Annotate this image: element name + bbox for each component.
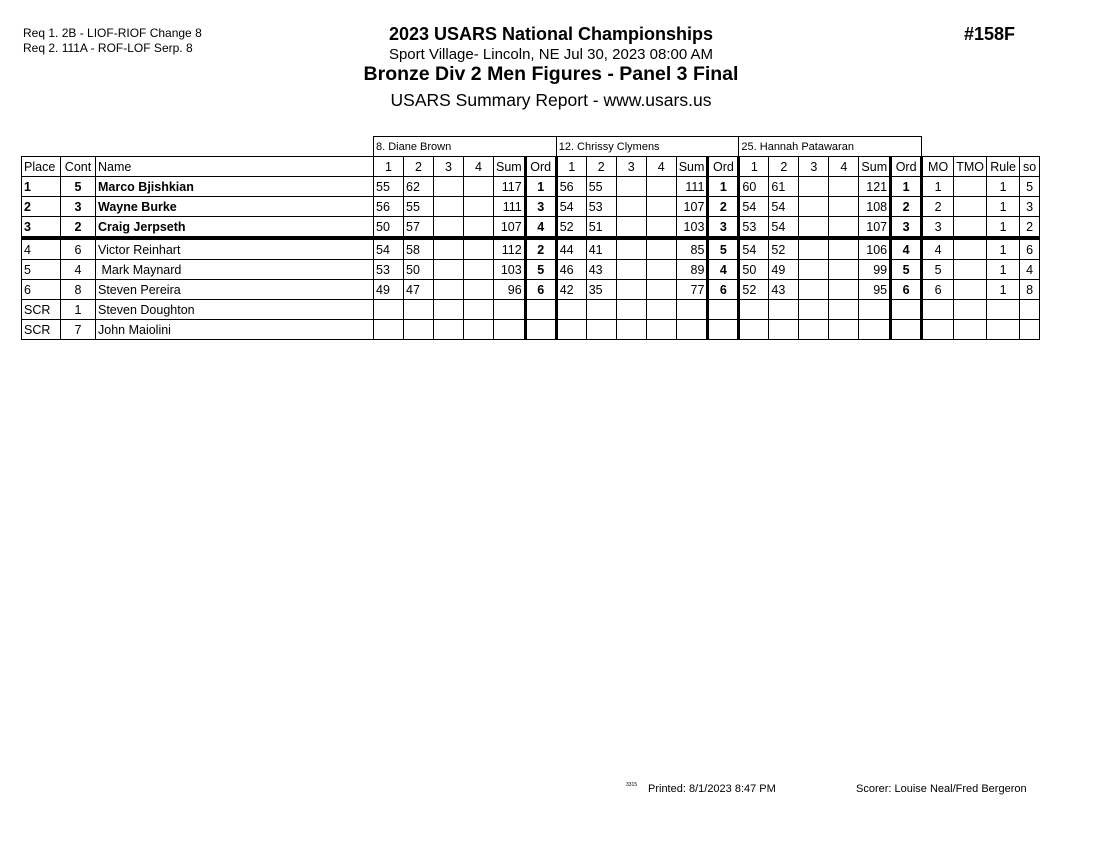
score-header: 2 xyxy=(586,157,616,177)
score-cell xyxy=(799,280,829,300)
place-cell: 3 xyxy=(22,217,61,239)
skater-name: Mark Maynard xyxy=(96,260,374,280)
ord-cell xyxy=(708,300,739,320)
score-cell xyxy=(464,197,494,217)
score-cell: 43 xyxy=(769,280,799,300)
score-cell xyxy=(799,320,829,340)
ord-header: Ord xyxy=(891,157,922,177)
skater-name: Steven Pereira xyxy=(96,280,374,300)
score-cell: 57 xyxy=(404,217,434,239)
score-cell xyxy=(829,197,859,217)
table-row xyxy=(22,197,1040,217)
score-cell: 54 xyxy=(739,197,769,217)
tmo-cell xyxy=(954,238,987,260)
so-cell: 2 xyxy=(1020,217,1040,239)
score-cell: 58 xyxy=(404,238,434,260)
results-table xyxy=(21,136,1040,340)
score-cell xyxy=(434,177,464,197)
score-cell xyxy=(616,217,646,239)
place-cell: 6 xyxy=(22,280,61,300)
ord-cell xyxy=(525,300,556,320)
event-number: #158F xyxy=(964,24,1016,44)
score-cell xyxy=(434,260,464,280)
score-cell xyxy=(829,217,859,239)
score-cell: 51 xyxy=(586,217,616,239)
judge-header-row xyxy=(22,137,1040,157)
sum-cell xyxy=(676,300,708,320)
place-cell: SCR xyxy=(22,300,61,320)
score-header: 3 xyxy=(434,157,464,177)
table-row xyxy=(22,260,1040,280)
ord-cell: 2 xyxy=(891,197,922,217)
segment-title: Bronze Div 2 Men Figures - Panel 3 Final xyxy=(363,63,739,85)
ord-cell: 4 xyxy=(525,217,556,239)
score-cell xyxy=(799,177,829,197)
sum-cell: 85 xyxy=(676,238,708,260)
score-cell xyxy=(646,177,676,197)
score-cell xyxy=(464,238,494,260)
rule-cell: 1 xyxy=(987,260,1020,280)
score-cell xyxy=(616,260,646,280)
score-cell: 53 xyxy=(586,197,616,217)
score-cell xyxy=(769,320,799,340)
so-header: so xyxy=(1020,157,1040,177)
sum-cell: 95 xyxy=(859,280,891,300)
judge-2-name: 12. Chrissy Clymens xyxy=(556,137,739,157)
rule-cell: 1 xyxy=(987,280,1020,300)
place-cell: 5 xyxy=(22,260,61,280)
score-cell xyxy=(586,320,616,340)
so-cell: 4 xyxy=(1020,260,1040,280)
score-cell: 54 xyxy=(769,217,799,239)
cont-cell: 1 xyxy=(61,300,96,320)
score-cell xyxy=(374,300,404,320)
score-cell: 49 xyxy=(769,260,799,280)
score-cell: 55 xyxy=(586,177,616,197)
ord-header: Ord xyxy=(525,157,556,177)
place-cell: 1 xyxy=(22,177,61,197)
score-cell xyxy=(646,238,676,260)
sum-cell xyxy=(676,320,708,340)
score-cell xyxy=(434,238,464,260)
mo-cell xyxy=(922,320,954,340)
cont-cell: 4 xyxy=(61,260,96,280)
ord-cell xyxy=(525,320,556,340)
ord-cell: 6 xyxy=(891,280,922,300)
mo-cell: 2 xyxy=(922,197,954,217)
ord-cell: 6 xyxy=(525,280,556,300)
score-cell xyxy=(616,177,646,197)
sum-cell: 106 xyxy=(859,238,891,260)
rule-cell xyxy=(987,320,1020,340)
score-cell: 56 xyxy=(556,177,586,197)
skater-name: John Maiolini xyxy=(96,320,374,340)
tmo-header: TMO xyxy=(954,157,987,177)
score-cell xyxy=(616,280,646,300)
so-cell: 8 xyxy=(1020,280,1040,300)
score-cell: 60 xyxy=(739,177,769,197)
so-cell xyxy=(1020,320,1040,340)
score-cell: 56 xyxy=(374,197,404,217)
score-cell: 44 xyxy=(556,238,586,260)
skater-name: Marco Bjishkian xyxy=(96,177,374,197)
score-cell xyxy=(434,280,464,300)
so-cell xyxy=(1020,300,1040,320)
score-cell: 47 xyxy=(404,280,434,300)
score-cell xyxy=(434,217,464,239)
score-cell: 49 xyxy=(374,280,404,300)
mo-cell xyxy=(922,300,954,320)
ord-cell: 3 xyxy=(891,217,922,239)
place-cell: 2 xyxy=(22,197,61,217)
score-cell: 50 xyxy=(739,260,769,280)
table-row xyxy=(22,177,1040,197)
score-header: 4 xyxy=(829,157,859,177)
table-row xyxy=(22,280,1040,300)
sum-cell: 121 xyxy=(859,177,891,197)
ord-cell xyxy=(891,300,922,320)
score-cell xyxy=(799,238,829,260)
ord-cell: 5 xyxy=(891,260,922,280)
score-cell: 53 xyxy=(739,217,769,239)
score-cell xyxy=(464,260,494,280)
score-cell xyxy=(434,320,464,340)
printed-timestamp: Printed: 8/1/2023 8:47 PM xyxy=(648,783,776,795)
score-cell xyxy=(616,197,646,217)
score-cell xyxy=(829,177,859,197)
sum-cell: 89 xyxy=(676,260,708,280)
cont-cell: 6 xyxy=(61,238,96,260)
mo-cell: 1 xyxy=(922,177,954,197)
mo-cell: 4 xyxy=(922,238,954,260)
score-cell xyxy=(434,197,464,217)
score-cell xyxy=(829,260,859,280)
table-row xyxy=(22,217,1040,239)
tmo-cell xyxy=(954,280,987,300)
cont-cell: 7 xyxy=(61,320,96,340)
ord-cell: 1 xyxy=(525,177,556,197)
cont-cell: 3 xyxy=(61,197,96,217)
ord-cell: 3 xyxy=(525,197,556,217)
score-cell xyxy=(799,260,829,280)
sum-cell: 107 xyxy=(676,197,708,217)
scorer-names: Scorer: Louise Neal/Fred Bergeron xyxy=(856,783,1027,795)
sum-header: Sum xyxy=(676,157,708,177)
score-cell xyxy=(646,300,676,320)
score-header: 2 xyxy=(404,157,434,177)
ord-cell: 1 xyxy=(891,177,922,197)
sum-cell xyxy=(859,300,891,320)
event-title: 2023 USARS National Championships xyxy=(388,24,714,44)
mo-cell: 3 xyxy=(922,217,954,239)
score-cell xyxy=(404,320,434,340)
cont-cell: 5 xyxy=(61,177,96,197)
score-cell xyxy=(646,280,676,300)
ord-header: Ord xyxy=(708,157,739,177)
tmo-cell xyxy=(954,320,987,340)
score-cell xyxy=(799,197,829,217)
score-cell xyxy=(464,300,494,320)
sum-cell: 77 xyxy=(676,280,708,300)
sum-cell: 103 xyxy=(676,217,708,239)
score-cell: 62 xyxy=(404,177,434,197)
rule-cell: 1 xyxy=(987,197,1020,217)
score-cell xyxy=(739,320,769,340)
score-cell xyxy=(464,177,494,197)
score-header: 1 xyxy=(739,157,769,177)
score-cell: 41 xyxy=(586,238,616,260)
score-cell xyxy=(434,300,464,320)
place-cell: 4 xyxy=(22,238,61,260)
score-cell: 54 xyxy=(739,238,769,260)
score-cell: 52 xyxy=(769,238,799,260)
skater-name: Victor Reinhart xyxy=(96,238,374,260)
skater-name: Craig Jerpseth xyxy=(96,217,374,239)
score-header: 4 xyxy=(464,157,494,177)
ord-cell: 3 xyxy=(708,217,739,239)
score-cell: 35 xyxy=(586,280,616,300)
score-cell: 53 xyxy=(374,260,404,280)
so-cell: 6 xyxy=(1020,238,1040,260)
ord-cell: 2 xyxy=(525,238,556,260)
score-cell xyxy=(829,238,859,260)
score-cell xyxy=(799,217,829,239)
sum-cell: 103 xyxy=(494,260,526,280)
rule-cell: 1 xyxy=(987,217,1020,239)
score-cell xyxy=(646,260,676,280)
score-cell xyxy=(556,300,586,320)
tmo-cell xyxy=(954,300,987,320)
ord-cell: 6 xyxy=(708,280,739,300)
tmo-cell xyxy=(954,260,987,280)
score-cell: 50 xyxy=(404,260,434,280)
ord-cell: 5 xyxy=(708,238,739,260)
sum-cell: 112 xyxy=(494,238,526,260)
score-cell xyxy=(739,300,769,320)
score-cell xyxy=(616,300,646,320)
score-cell: 42 xyxy=(556,280,586,300)
judge-1-name: 8. Diane Brown xyxy=(374,137,557,157)
report-title: USARS Summary Report - www.usars.us xyxy=(390,90,712,110)
tmo-cell xyxy=(954,197,987,217)
sum-header: Sum xyxy=(494,157,526,177)
rule-cell: 1 xyxy=(987,238,1020,260)
sum-cell: 99 xyxy=(859,260,891,280)
score-cell xyxy=(616,238,646,260)
footer-code: 3315 xyxy=(626,782,638,788)
rule-header: Rule xyxy=(987,157,1020,177)
score-cell xyxy=(404,300,434,320)
ord-cell: 4 xyxy=(891,238,922,260)
ord-cell xyxy=(708,320,739,340)
mo-cell: 5 xyxy=(922,260,954,280)
score-cell: 61 xyxy=(769,177,799,197)
table-row xyxy=(22,300,1040,320)
skater-name: Wayne Burke xyxy=(96,197,374,217)
mo-cell: 6 xyxy=(922,280,954,300)
sum-cell xyxy=(494,320,526,340)
tmo-cell xyxy=(954,217,987,239)
rule-cell: 1 xyxy=(987,177,1020,197)
score-cell xyxy=(829,280,859,300)
score-cell: 54 xyxy=(556,197,586,217)
sum-cell xyxy=(859,320,891,340)
sum-cell: 107 xyxy=(494,217,526,239)
ord-cell: 4 xyxy=(708,260,739,280)
score-cell xyxy=(799,300,829,320)
venue-date: Sport Village- Lincoln, NE Jul 30, 2023 08:00 AM xyxy=(388,46,714,63)
requirement-1: Req 1. 2B - LIOF-RIOF Change 8 xyxy=(23,26,202,40)
score-header: 2 xyxy=(769,157,799,177)
score-cell xyxy=(374,320,404,340)
score-cell: 54 xyxy=(769,197,799,217)
score-cell: 52 xyxy=(556,217,586,239)
so-cell: 3 xyxy=(1020,197,1040,217)
score-cell xyxy=(556,320,586,340)
score-cell xyxy=(464,320,494,340)
score-cell xyxy=(829,320,859,340)
tmo-cell xyxy=(954,177,987,197)
table-row xyxy=(22,238,1040,260)
ord-cell: 5 xyxy=(525,260,556,280)
score-cell: 50 xyxy=(374,217,404,239)
rule-cell xyxy=(987,300,1020,320)
place-header: Place xyxy=(22,157,61,177)
score-cell: 52 xyxy=(739,280,769,300)
sum-cell: 96 xyxy=(494,280,526,300)
so-cell: 5 xyxy=(1020,177,1040,197)
place-cell: SCR xyxy=(22,320,61,340)
score-header: 1 xyxy=(374,157,404,177)
score-header: 1 xyxy=(556,157,586,177)
sum-header: Sum xyxy=(859,157,891,177)
score-cell xyxy=(769,300,799,320)
ord-cell xyxy=(891,320,922,340)
score-header: 4 xyxy=(646,157,676,177)
score-cell: 43 xyxy=(586,260,616,280)
sum-cell: 108 xyxy=(859,197,891,217)
score-cell xyxy=(586,300,616,320)
score-cell: 55 xyxy=(374,177,404,197)
score-cell xyxy=(646,197,676,217)
score-cell xyxy=(646,320,676,340)
score-header: 3 xyxy=(616,157,646,177)
cont-cell: 8 xyxy=(61,280,96,300)
ord-cell: 1 xyxy=(708,177,739,197)
requirement-2: Req 2. 111A - ROF-LOF Serp. 8 xyxy=(23,41,193,55)
sum-cell xyxy=(494,300,526,320)
sum-cell: 111 xyxy=(494,197,526,217)
mo-header: MO xyxy=(922,157,954,177)
column-header-row xyxy=(22,157,1040,177)
name-header: Name xyxy=(96,157,374,177)
table-row xyxy=(22,320,1040,340)
cont-cell: 2 xyxy=(61,217,96,239)
score-cell xyxy=(616,320,646,340)
score-header: 3 xyxy=(799,157,829,177)
score-cell: 46 xyxy=(556,260,586,280)
judge-3-name: 25. Hannah Patawaran xyxy=(739,137,922,157)
score-cell xyxy=(464,217,494,239)
score-cell: 54 xyxy=(374,238,404,260)
cont-header: Cont xyxy=(61,157,96,177)
score-cell: 55 xyxy=(404,197,434,217)
skater-name: Steven Doughton xyxy=(96,300,374,320)
score-cell xyxy=(829,300,859,320)
sum-cell: 111 xyxy=(676,177,708,197)
score-cell xyxy=(464,280,494,300)
sum-cell: 107 xyxy=(859,217,891,239)
score-cell xyxy=(646,217,676,239)
ord-cell: 2 xyxy=(708,197,739,217)
sum-cell: 117 xyxy=(494,177,526,197)
